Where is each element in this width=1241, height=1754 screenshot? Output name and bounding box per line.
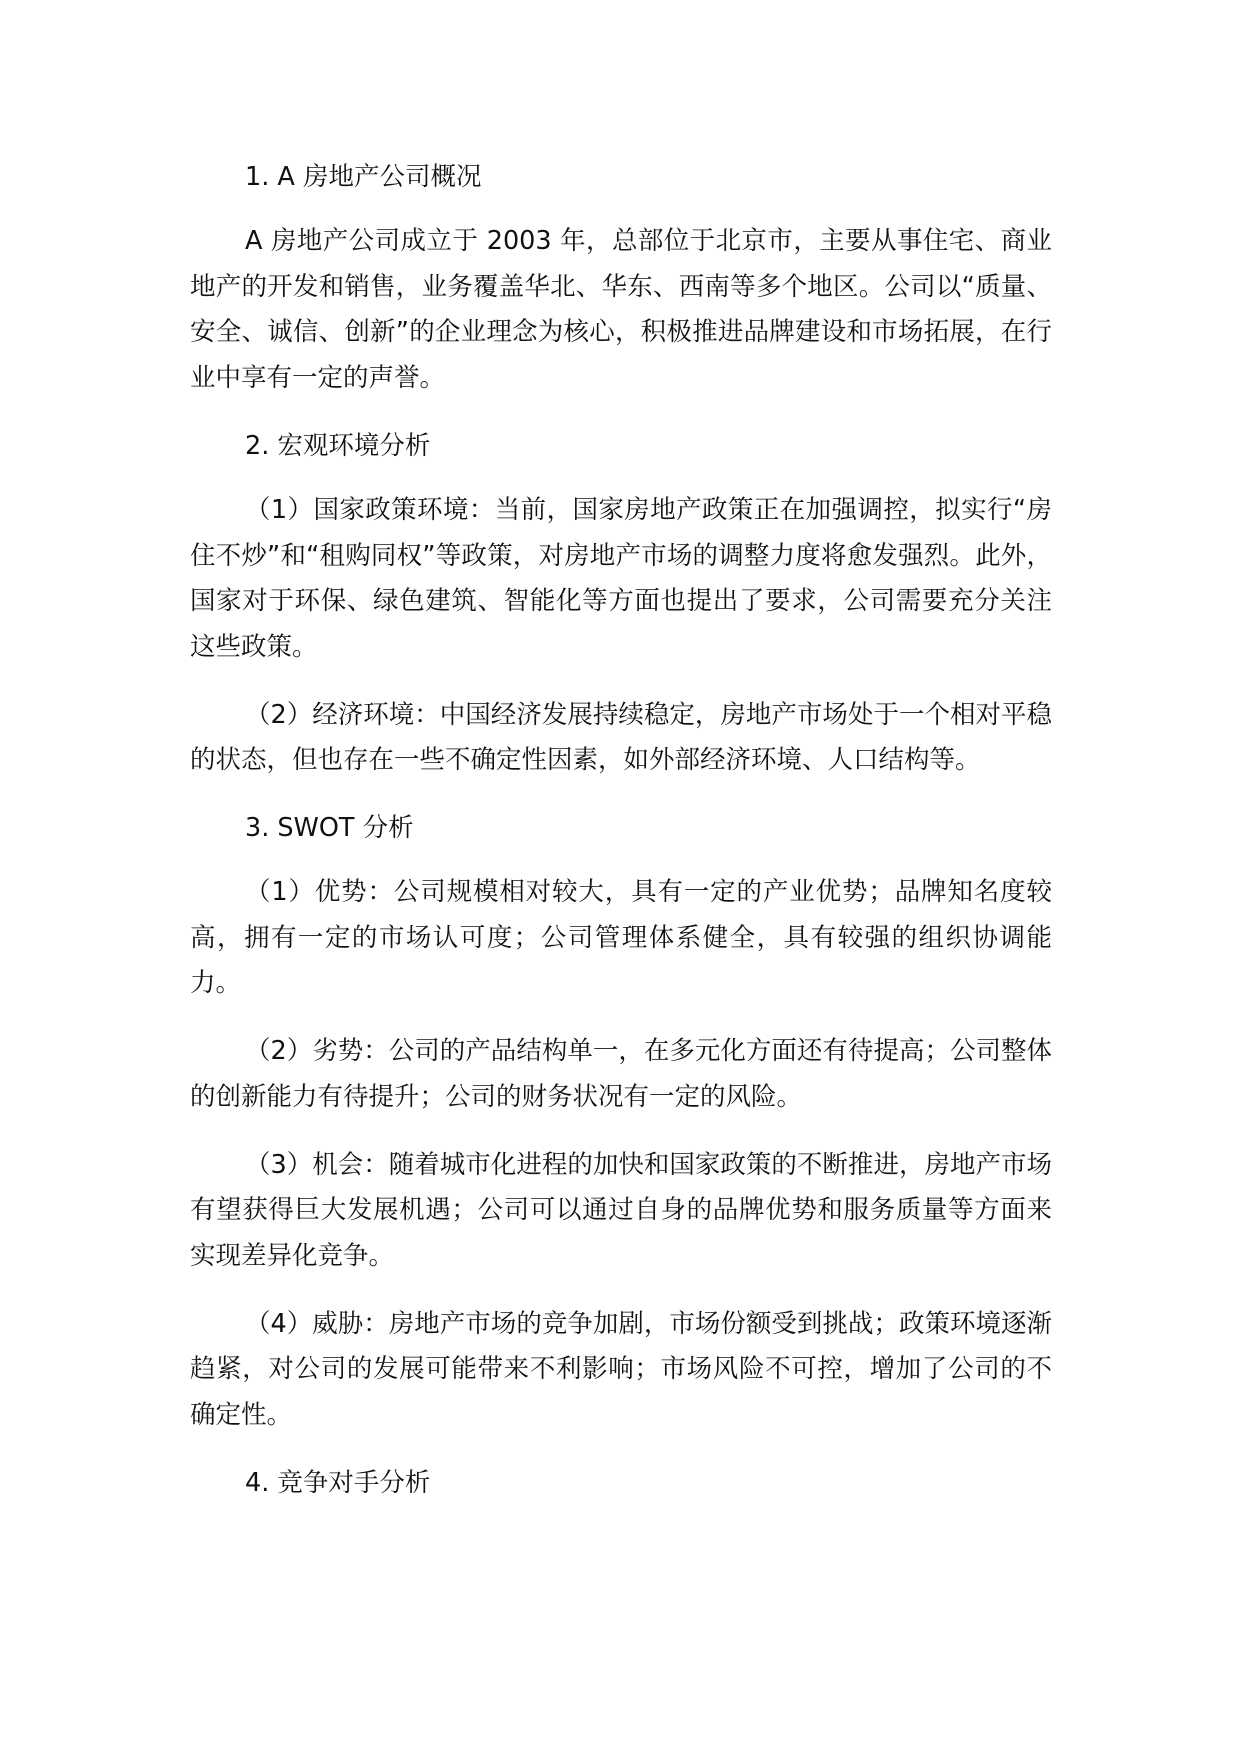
section-heading-competitor-analysis: 4. 竞争对手分析	[245, 1467, 431, 1498]
paragraph-weaknesses: （2）劣势：公司的产品结构单一，在多元化方面还有待提高；公司整体的创新能力有待提升；公司的财务状况有一定的风险。	[190, 1036, 1052, 1112]
document-body	[190, 155, 1052, 1506]
section-heading-swot: 3. SWOT 分析	[245, 813, 414, 844]
paragraph-strengths: （1）优势：公司规模相对较大，具有一定的产业优势；品牌知名度较高，拥有一定的市场认可度；公司管理体系健全，具有较强的组织协调能力。	[190, 877, 1052, 999]
paragraph-threats: （4）威胁：房地产市场的竞争加剧，市场份额受到挑战；政策环境逐渐趋紧，对公司的发展可能带来不利影响；市场风险不可控，增加了公司的不确定性。	[190, 1308, 1052, 1431]
paragraph-company-overview: A 房地产公司成立于 2003 年，总部位于北京市，主要从事住宅、商业地产的开发和销售，业务覆盖华北、华东、西南等多个地区。公司以“质量、安全、诚信、创新”的企业理念为核心，积极推进品牌建设和市场拓展，在行业中享有一定的声誉。	[190, 226, 1052, 394]
section-heading-company-overview: 1. A 房地产公司概况	[245, 162, 482, 192]
paragraph-opportunities: （3）机会：随着城市化进程的加快和国家政策的不断推进，房地产市场有望获得巨大发展机遇；公司可以通过自身的品牌优势和服务质量等方面来实现差异化竞争。	[190, 1149, 1052, 1271]
paragraph-policy-environment: （1）国家政策环境：当前，国家房地产政策正在加强调控，拟实行“房住不炒”和“租购同权”等政策，对房地产市场的调整力度将愈发强烈。此外，国家对于环保、绿色建筑、智能化等方面也提出了要求，公司需要充分关注这些政策。	[190, 494, 1052, 662]
paragraph-economic-environment: （2）经济环境：中国经济发展持续稳定，房地产市场处于一个相对平稳的状态，但也存在一些不确定性因素，如外部经济环境、人口结构等。	[190, 699, 1052, 776]
section-heading-macro-environment: 2. 宏观环境分析	[245, 430, 431, 461]
